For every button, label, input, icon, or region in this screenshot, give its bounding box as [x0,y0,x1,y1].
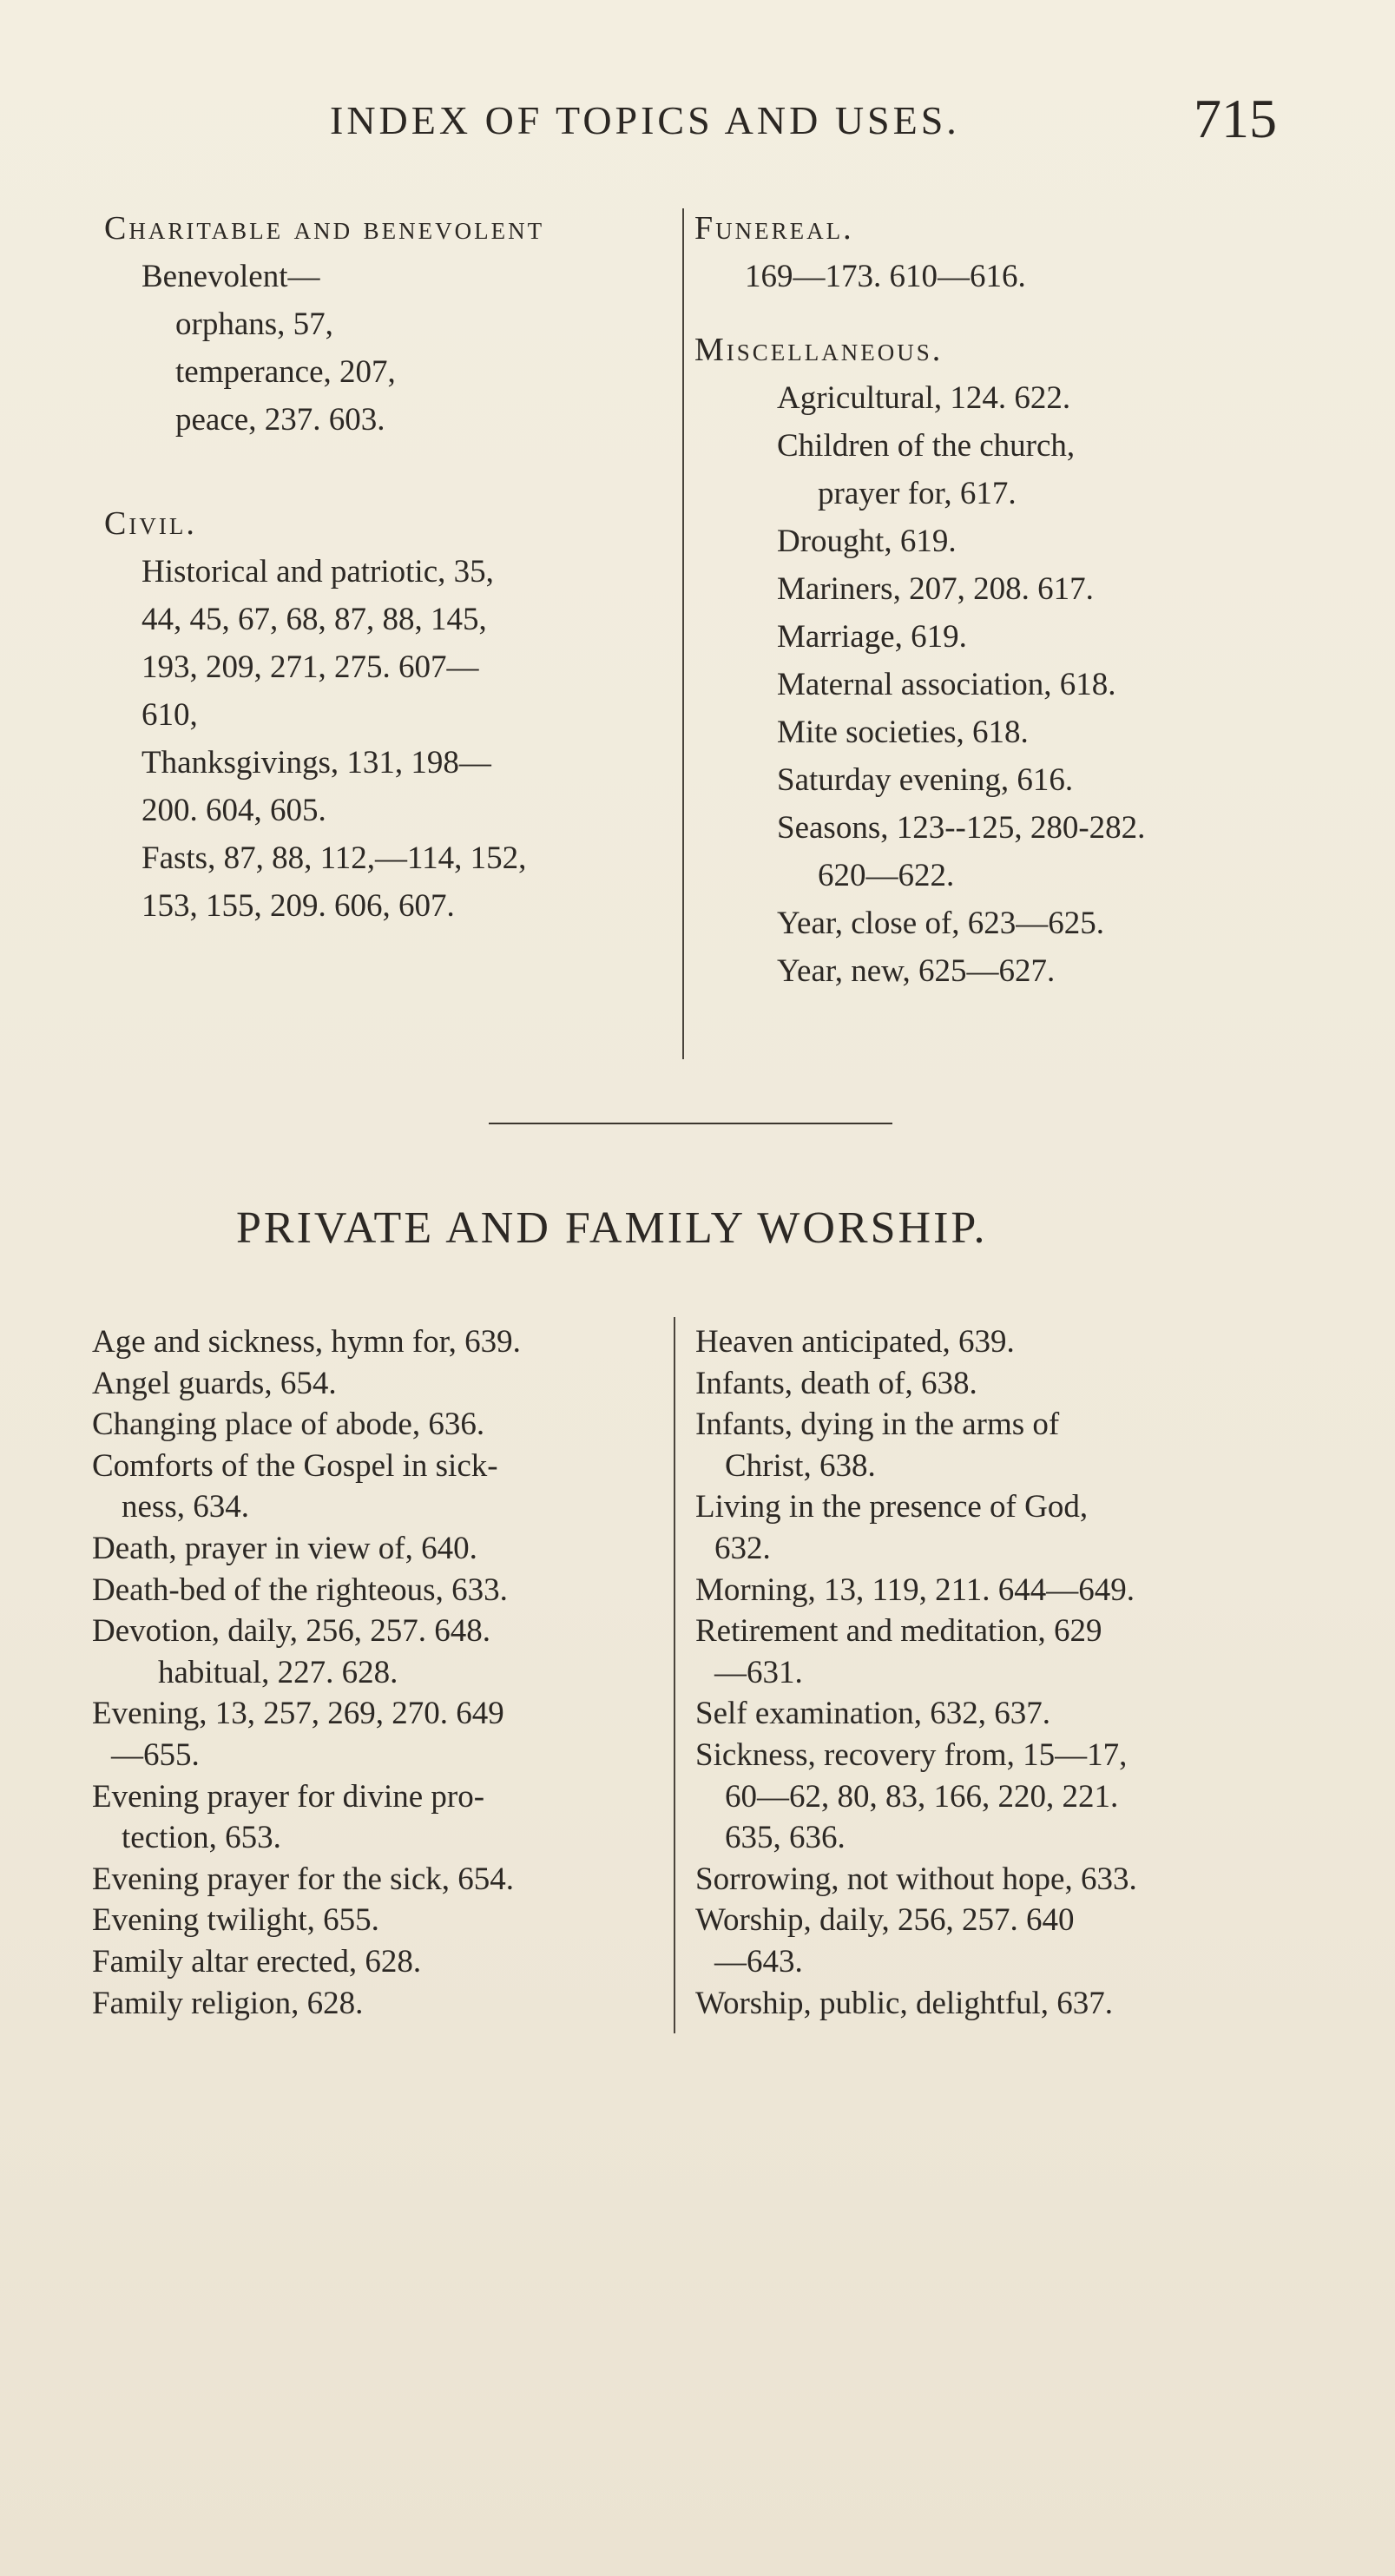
misc-line: Marriage, 619. [777,619,967,655]
worship-entry: Infants, death of, 638. [695,1365,977,1401]
misc-line: Mariners, 207, 208. 617. [777,571,1094,607]
worship-column-right [695,1321,1137,2024]
misc-line: Children of the church, [777,428,1076,464]
civil-line: 610, [141,697,198,733]
worship-entry: Family altar erected, 628. [92,1943,422,1980]
misc-line: Agricultural, 124. 622. [777,380,1071,416]
worship-entry: 635, 636. [725,1820,846,1856]
misc-line: Maternal association, 618. [777,667,1116,702]
heading-miscellaneous: Miscellaneous. [694,332,944,368]
worship-entry: Infants, dying in the arms of [695,1407,1060,1443]
worship-column-left [92,1321,521,2024]
worship-entry: Self examination, 632, 637. [695,1696,1050,1732]
civil-line: 44, 45, 67, 68, 87, 88, 145, [141,602,487,637]
topics-column-left [104,205,544,930]
worship-entry: 60—62, 80, 83, 166, 220, 221. [725,1778,1119,1815]
misc-line: Mite societies, 618. [777,715,1029,750]
civil-line: 200. 604, 605. [141,793,326,828]
funereal-line: 169—173. 610—616. [745,259,1026,294]
civil-line: Fasts, 87, 88, 112,—114, 152, [141,840,527,876]
worship-entry: Angel guards, 654. [92,1365,337,1401]
worship-entry: Worship, daily, 256, 257. 640 [695,1902,1075,1939]
worship-entry: Death, prayer in view of, 640. [92,1530,477,1566]
page-number: 715 [1194,88,1277,149]
topics-column-right [694,205,1145,995]
worship-entry: —643. [714,1943,803,1980]
misc-line: 620—622. [818,858,955,893]
worship-entry: —655. [111,1736,200,1773]
misc-line: Drought, 619. [777,524,957,559]
heading-civil: Civil. [104,505,197,542]
worship-entry: tection, 653. [122,1820,281,1856]
entry-orphans: orphans, 57, [175,306,333,342]
worship-entry: ness, 634. [122,1489,249,1525]
column-divider-top [682,208,684,1059]
worship-entry: —631. [714,1654,803,1690]
worship-entry: Death-bed of the righteous, 633. [92,1571,508,1608]
misc-line: Saturday evening, 616. [777,762,1074,798]
worship-entry: Christ, 638. [725,1447,876,1484]
worship-entry: Morning, 13, 119, 211. 644—649. [695,1571,1135,1608]
worship-entry: Living in the presence of God, [695,1489,1089,1525]
section-separator [489,1123,892,1124]
worship-entry: Evening prayer for divine pro- [92,1778,485,1815]
entry-benevolent: Benevolent— [141,259,320,294]
worship-entry: Heaven anticipated, 639. [695,1324,1015,1360]
worship-entry: Worship, public, delightful, 637. [695,1985,1114,2021]
running-head: INDEX OF TOPICS AND USES. [330,98,960,142]
worship-entry: Comforts of the Gospel in sick- [92,1447,498,1484]
worship-entry: Changing place of abode, 636. [92,1407,485,1443]
civil-line: Historical and patriotic, 35, [141,554,494,590]
heading-charitable: Charitable and benevolent [104,210,545,247]
civil-line: 153, 155, 209. 606, 607. [141,888,455,924]
section-title: PRIVATE AND FAMILY WORSHIP. [236,1203,988,1253]
civil-line: 193, 209, 271, 275. 607— [141,649,479,685]
misc-line: Year, close of, 623—625. [777,906,1105,941]
worship-entry: Retirement and meditation, 629 [695,1613,1102,1650]
column-divider-bottom [674,1317,675,2033]
worship-entry: Sorrowing, not without hope, 633. [695,1861,1137,1897]
worship-entry: Sickness, recovery from, 15—17, [695,1736,1128,1773]
civil-line: Thanksgivings, 131, 198— [141,745,491,781]
misc-line: Year, new, 625—627. [777,953,1056,989]
entry-temperance: temperance, 207, [175,354,396,390]
worship-entry: habitual, 227. 628. [158,1654,398,1690]
misc-line: prayer for, 617. [818,476,1017,511]
misc-line: Seasons, 123--125, 280-282. [777,810,1146,846]
worship-entry: Devotion, daily, 256, 257. 648. [92,1613,491,1650]
entry-peace: peace, 237. 603. [175,402,385,438]
heading-funereal: Funereal. [694,210,854,247]
worship-entry: Evening prayer for the sick, 654. [92,1861,514,1897]
worship-entry: Evening twilight, 655. [92,1902,379,1939]
worship-entry: Age and sickness, hymn for, 639. [92,1324,521,1360]
worship-entry: Evening, 13, 257, 269, 270. 649 [92,1696,504,1732]
worship-entry: 632. [714,1530,771,1566]
worship-entry: Family religion, 628. [92,1985,364,2021]
